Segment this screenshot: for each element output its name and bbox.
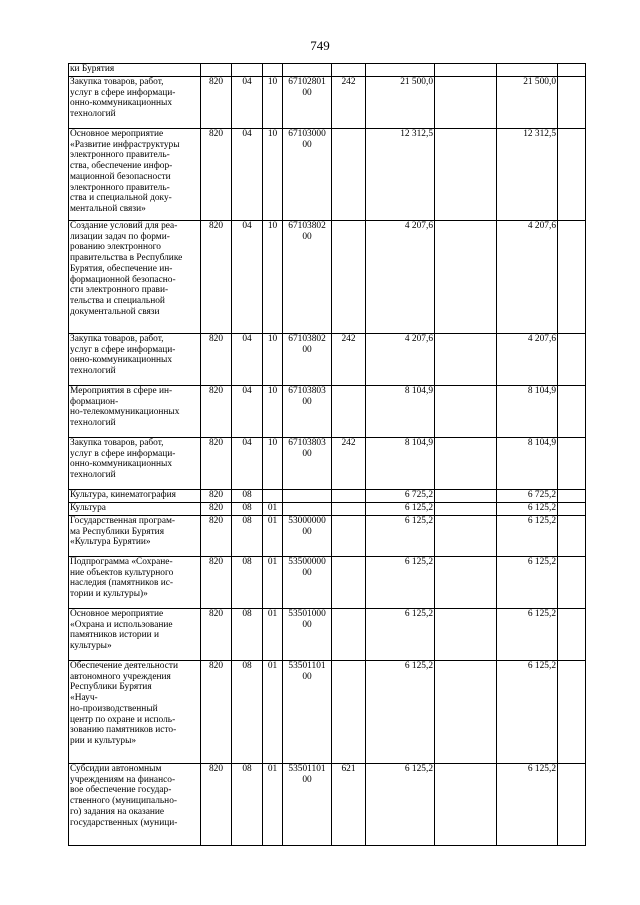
- section-code-cell: [232, 386, 263, 438]
- section-code-cell: [232, 609, 263, 661]
- target-code-cell: [283, 516, 332, 557]
- ministry-code-cell-text: 820: [208, 609, 224, 619]
- amount-total-cell: [497, 129, 558, 221]
- table-row: [69, 334, 586, 386]
- expense-type-cell-text: 242: [341, 77, 356, 87]
- ministry-code-cell-text: 820: [208, 129, 224, 139]
- subsection-code-cell: [263, 609, 283, 661]
- target-code-cell-text: 53501101 00: [288, 764, 326, 785]
- amount-cell-text: 6 125,2: [404, 609, 433, 619]
- expense-type-cell-text: 242: [341, 334, 356, 344]
- section-code-cell-text: 04: [242, 77, 252, 87]
- section-code-cell-text: 08: [242, 609, 252, 619]
- target-code-cell: [283, 609, 332, 661]
- target-code-cell: [283, 334, 332, 386]
- ministry-code-cell-text: 820: [208, 77, 224, 87]
- row-name-cell: [69, 221, 201, 334]
- amount-total-cell-text: 6 125,2: [527, 503, 556, 513]
- ministry-code-cell: [201, 334, 232, 386]
- empty-last-cell: [558, 221, 586, 334]
- ministry-code-cell: [201, 221, 232, 334]
- row-name-cell: [69, 557, 201, 609]
- target-code-cell: [283, 221, 332, 334]
- target-code-cell-text: 67103802 00: [288, 334, 326, 355]
- table-row: [69, 503, 586, 516]
- expense-type-cell: [332, 77, 366, 129]
- amount-total-cell-text: 6 125,2: [527, 661, 556, 671]
- empty-column-cell: [435, 77, 497, 129]
- amount-total-cell-text: 4 207,6: [527, 334, 556, 344]
- table-row: [69, 516, 586, 557]
- ministry-code-cell-text: 820: [208, 438, 224, 448]
- section-code-cell: [232, 77, 263, 129]
- amount-cell-text: 12 312,5: [400, 129, 433, 139]
- section-code-cell: [232, 503, 263, 516]
- subsection-code-cell: [263, 221, 283, 334]
- amount-total-cell-text: 12 312,5: [523, 129, 556, 139]
- table-body: [69, 64, 586, 846]
- amount-cell-text: 4 207,6: [404, 221, 433, 231]
- ministry-code-cell-text: 820: [208, 557, 224, 567]
- amount-cell: [366, 221, 435, 334]
- amount-cell-text: 6 125,2: [404, 503, 433, 513]
- table-row: [69, 557, 586, 609]
- empty-last-cell: [558, 609, 586, 661]
- ministry-code-cell: [201, 557, 232, 609]
- section-code-cell-text: 04: [242, 386, 252, 396]
- empty-last-cell: [558, 129, 586, 221]
- target-code-cell-text: 53000000 00: [288, 516, 326, 537]
- row-name-cell: [69, 661, 201, 764]
- amount-total-cell-text: 6 125,2: [527, 609, 556, 619]
- amount-total-cell: [497, 386, 558, 438]
- ministry-code-cell-text: 820: [208, 490, 224, 500]
- subsection-code-cell-text: 01: [267, 557, 278, 567]
- section-code-cell-text: 08: [242, 661, 252, 671]
- expense-type-cell: [332, 516, 366, 557]
- ministry-code-cell-text: 820: [208, 221, 224, 231]
- empty-last-cell: [558, 503, 586, 516]
- empty-column-cell: [435, 334, 497, 386]
- ministry-code-cell: [201, 64, 232, 77]
- row-name-cell-text: Основное мероприятие «Охрана и использование памятников истории и культуры»: [70, 609, 173, 652]
- amount-cell: [366, 764, 435, 846]
- amount-total-cell-text: 8 104,9: [527, 438, 556, 448]
- expense-type-cell: [332, 221, 366, 334]
- subsection-code-cell-text: 10: [267, 386, 278, 396]
- row-name-cell-text: Закупка товаров, работ, услуг в сфере информаци- онно-коммуникационных технологий: [70, 334, 176, 377]
- section-code-cell: [232, 334, 263, 386]
- subsection-code-cell: [263, 764, 283, 846]
- row-name-cell: [69, 764, 201, 846]
- target-code-cell: [283, 503, 332, 516]
- empty-column-cell: [435, 64, 497, 77]
- amount-cell-text: 6 125,2: [404, 516, 433, 526]
- section-code-cell-text: 04: [242, 221, 252, 231]
- table-row: [69, 609, 586, 661]
- amount-cell: [366, 129, 435, 221]
- amount-cell-text: 6 125,2: [404, 661, 433, 671]
- subsection-code-cell: [263, 129, 283, 221]
- ministry-code-cell: [201, 386, 232, 438]
- amount-cell-text: 4 207,6: [404, 334, 433, 344]
- amount-cell: [366, 64, 435, 77]
- table-row: [69, 764, 586, 846]
- row-name-cell-text: Закупка товаров, работ, услуг в сфере информаци- онно-коммуникационных технологий: [70, 438, 176, 481]
- ministry-code-cell-text: 820: [208, 516, 224, 526]
- target-code-cell-text: 53500000 00: [288, 557, 326, 578]
- target-code-cell: [283, 386, 332, 438]
- amount-cell: [366, 609, 435, 661]
- subsection-code-cell-text: 10: [267, 221, 278, 231]
- row-name-cell-text: Основное мероприятие «Развитие инфраструктуры электронного правитель- ства, обеспечение инфор- мационной безопасности электронного правитель- ства и специальной доку- ментальной связи»: [70, 129, 180, 214]
- amount-total-cell: [497, 764, 558, 846]
- table-row: [69, 386, 586, 438]
- amount-cell: [366, 661, 435, 764]
- row-name-cell: [69, 77, 201, 129]
- section-code-cell: [232, 221, 263, 334]
- amount-cell-text: 6 725,2: [404, 490, 433, 500]
- empty-column-cell: [435, 557, 497, 609]
- target-code-cell: [283, 764, 332, 846]
- empty-column-cell: [435, 661, 497, 764]
- row-name-cell: [69, 503, 201, 516]
- section-code-cell: [232, 764, 263, 846]
- table-row: [69, 438, 586, 490]
- ministry-code-cell: [201, 516, 232, 557]
- expense-type-cell: [332, 64, 366, 77]
- section-code-cell: [232, 490, 263, 503]
- target-code-cell-text: 67103803 00: [288, 386, 326, 407]
- ministry-code-cell: [201, 764, 232, 846]
- expense-type-cell: [332, 490, 366, 503]
- row-name-cell-text: Обеспечение деятельности автономного учреждения Республики Бурятия «Науч- но-производственный центр по охране и исполь- зованию памятников исто- рии и культуры»: [70, 661, 179, 746]
- amount-total-cell: [497, 77, 558, 129]
- empty-last-cell: [558, 77, 586, 129]
- subsection-code-cell: [263, 438, 283, 490]
- target-code-cell: [283, 490, 332, 503]
- ministry-code-cell: [201, 503, 232, 516]
- amount-total-cell-text: 6 125,2: [527, 764, 556, 774]
- subsection-code-cell-text: 01: [267, 609, 278, 619]
- subsection-code-cell-text: 01: [267, 503, 278, 513]
- section-code-cell-text: 04: [242, 334, 252, 344]
- amount-total-cell: [497, 609, 558, 661]
- target-code-cell-text: 67102801 00: [288, 77, 326, 98]
- target-code-cell-text: 67103000 00: [288, 129, 326, 150]
- target-code-cell-text: 53501101 00: [288, 661, 326, 682]
- section-code-cell: [232, 557, 263, 609]
- amount-total-cell: [497, 503, 558, 516]
- expense-type-cell: [332, 386, 366, 438]
- subsection-code-cell-text: 10: [267, 77, 278, 87]
- amount-total-cell: [497, 221, 558, 334]
- ministry-code-cell: [201, 609, 232, 661]
- amount-cell: [366, 557, 435, 609]
- section-code-cell-text: 08: [242, 557, 252, 567]
- expense-type-cell: [332, 438, 366, 490]
- table-row: [69, 77, 586, 129]
- amount-total-cell: [497, 334, 558, 386]
- section-code-cell-text: 08: [242, 490, 252, 500]
- row-name-cell-text: Культура: [70, 503, 106, 513]
- subsection-code-cell: [263, 490, 283, 503]
- subsection-code-cell-text: 10: [267, 129, 278, 139]
- row-name-cell-text: Подпрограмма «Сохране- ние объектов культурного наследия (памятников ис- тории и культуры)»: [70, 557, 174, 600]
- subsection-code-cell: [263, 334, 283, 386]
- subsection-code-cell-text: 01: [267, 764, 278, 774]
- row-name-cell: [69, 64, 201, 77]
- expense-type-cell: [332, 129, 366, 221]
- table-row: [69, 661, 586, 764]
- row-name-cell-text: Создание условий для реа- лизации задач по форми- рованию электронного правительства в Республике Бурятия, обеспечение ин- формационной безопасно- сти электронного прави- тельства и специальной документальной связи: [70, 221, 183, 317]
- row-name-cell-text: ки Бурятия: [70, 64, 115, 74]
- subsection-code-cell: [263, 661, 283, 764]
- empty-column-cell: [435, 503, 497, 516]
- row-name-cell-text: Закупка товаров, работ, услуг в сфере информаци- онно-коммуникационных технологий: [70, 77, 176, 120]
- target-code-cell-text: 53501000 00: [288, 609, 326, 630]
- subsection-code-cell: [263, 64, 283, 77]
- amount-cell: [366, 334, 435, 386]
- amount-cell: [366, 77, 435, 129]
- section-code-cell: [232, 516, 263, 557]
- amount-total-cell-text: 6 725,2: [527, 490, 556, 500]
- empty-last-cell: [558, 764, 586, 846]
- subsection-code-cell: [263, 516, 283, 557]
- ministry-code-cell: [201, 77, 232, 129]
- page-number: 749: [310, 38, 330, 53]
- subsection-code-cell-text: 10: [267, 438, 278, 448]
- section-code-cell: [232, 129, 263, 221]
- target-code-cell: [283, 77, 332, 129]
- expense-type-cell: [332, 334, 366, 386]
- amount-total-cell-text: 6 125,2: [527, 516, 556, 526]
- expense-type-cell-text: 621: [341, 764, 356, 774]
- amount-cell: [366, 386, 435, 438]
- section-code-cell-text: 08: [242, 764, 252, 774]
- ministry-code-cell-text: 820: [208, 386, 224, 396]
- row-name-cell-text: Государственная програм- ма Республики Бурятия «Культура Бурятии»: [70, 516, 176, 548]
- budget-table: [68, 63, 586, 846]
- empty-column-cell: [435, 438, 497, 490]
- table-row: [69, 129, 586, 221]
- amount-total-cell: [497, 438, 558, 490]
- empty-column-cell: [435, 764, 497, 846]
- section-code-cell: [232, 438, 263, 490]
- ministry-code-cell: [201, 438, 232, 490]
- subsection-code-cell-text: 01: [267, 661, 278, 671]
- target-code-cell: [283, 661, 332, 764]
- ministry-code-cell-text: 820: [208, 334, 224, 344]
- target-code-cell: [283, 64, 332, 77]
- target-code-cell-text: 67103803 00: [288, 438, 326, 459]
- section-code-cell-text: 08: [242, 503, 252, 513]
- expense-type-cell: [332, 764, 366, 846]
- empty-column-cell: [435, 386, 497, 438]
- section-code-cell-text: 08: [242, 516, 252, 526]
- row-name-cell: [69, 609, 201, 661]
- empty-last-cell: [558, 490, 586, 503]
- empty-last-cell: [558, 64, 586, 77]
- amount-cell: [366, 516, 435, 557]
- amount-total-cell-text: 21 500,0: [523, 77, 556, 87]
- row-name-cell: [69, 386, 201, 438]
- section-code-cell: [232, 661, 263, 764]
- row-name-cell-text: Мероприятия в сфере ин- формацион- но-телекоммуникационных технологий: [70, 386, 180, 429]
- row-name-cell-text: Культура, кинематография: [70, 490, 176, 500]
- empty-last-cell: [558, 516, 586, 557]
- empty-last-cell: [558, 386, 586, 438]
- amount-cell: [366, 490, 435, 503]
- amount-cell: [366, 438, 435, 490]
- ministry-code-cell: [201, 129, 232, 221]
- target-code-cell: [283, 557, 332, 609]
- amount-cell-text: 6 125,2: [404, 557, 433, 567]
- subsection-code-cell: [263, 503, 283, 516]
- subsection-code-cell: [263, 77, 283, 129]
- empty-column-cell: [435, 490, 497, 503]
- ministry-code-cell-text: 820: [208, 503, 224, 513]
- empty-last-cell: [558, 661, 586, 764]
- row-name-cell: [69, 438, 201, 490]
- amount-total-cell: [497, 661, 558, 764]
- amount-cell-text: 8 104,9: [404, 438, 433, 448]
- empty-column-cell: [435, 129, 497, 221]
- amount-total-cell-text: 6 125,2: [527, 557, 556, 567]
- expense-type-cell-text: 242: [341, 438, 356, 448]
- section-code-cell-text: 04: [242, 438, 252, 448]
- amount-total-cell-text: 4 207,6: [527, 221, 556, 231]
- ministry-code-cell-text: 820: [208, 764, 224, 774]
- empty-column-cell: [435, 221, 497, 334]
- ministry-code-cell: [201, 661, 232, 764]
- amount-cell-text: 21 500,0: [400, 77, 433, 87]
- row-name-cell: [69, 516, 201, 557]
- empty-column-cell: [435, 609, 497, 661]
- amount-total-cell-text: 8 104,9: [527, 386, 556, 396]
- empty-last-cell: [558, 334, 586, 386]
- row-name-cell: [69, 490, 201, 503]
- subsection-code-cell: [263, 557, 283, 609]
- subsection-code-cell-text: 10: [267, 334, 278, 344]
- subsection-code-cell: [263, 386, 283, 438]
- subsection-code-cell-text: 01: [267, 516, 278, 526]
- empty-column-cell: [435, 516, 497, 557]
- target-code-cell: [283, 438, 332, 490]
- amount-total-cell: [497, 557, 558, 609]
- row-name-cell-text: Субсидии автономным учреждениям на финансо- вое обеспечение государ- ственного (муниципально- го) задания на оказание государственных (муници-: [70, 764, 178, 828]
- amount-cell-text: 8 104,9: [404, 386, 433, 396]
- target-code-cell-text: 67103802 00: [288, 221, 326, 242]
- target-code-cell: [283, 129, 332, 221]
- expense-type-cell: [332, 609, 366, 661]
- ministry-code-cell-text: 820: [208, 661, 224, 671]
- amount-total-cell: [497, 64, 558, 77]
- empty-last-cell: [558, 557, 586, 609]
- amount-cell: [366, 503, 435, 516]
- empty-last-cell: [558, 438, 586, 490]
- expense-type-cell: [332, 503, 366, 516]
- expense-type-cell: [332, 661, 366, 764]
- table-row: [69, 221, 586, 334]
- row-name-cell: [69, 334, 201, 386]
- expense-type-cell: [332, 557, 366, 609]
- table-row: [69, 490, 586, 503]
- section-code-cell-text: 04: [242, 129, 252, 139]
- amount-total-cell: [497, 490, 558, 503]
- section-code-cell: [232, 64, 263, 77]
- amount-cell-text: 6 125,2: [404, 764, 433, 774]
- amount-total-cell: [497, 516, 558, 557]
- table-row: [69, 64, 586, 77]
- row-name-cell: [69, 129, 201, 221]
- ministry-code-cell: [201, 490, 232, 503]
